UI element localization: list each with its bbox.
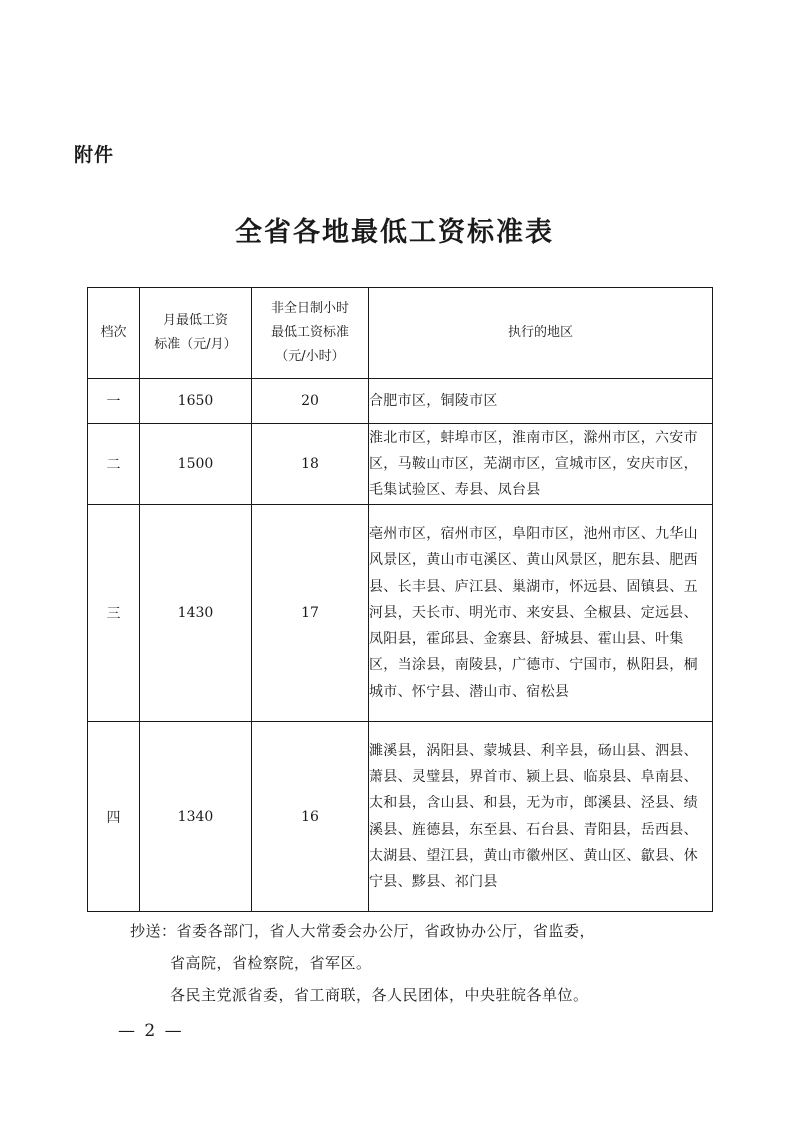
- cell-regions: 亳州市区，宿州市区，阜阳市区，池州市区、九华山风景区，黄山市屯溪区、黄山风景区，肥东县、肥西县、长丰县、庐江县、巢湖市，怀远县、固镇县、五河县，天长市、明光市、来安县、全椒县、定远县、凤阳县，霍邱县、金寨县、舒城县、霍山县、叶集区，当涂县，南陵县，广德市、宁国市，枞阳县，桐城市、怀宁县、潜山市、宿松县: [369, 505, 713, 722]
- cell-regions: 淮北市区，蚌埠市区，淮南市区，滁州市区，六安市区，马鞍山市区，芜湖市区，宣城市区，安庆市区，毛集试验区、寿县、凤台县: [369, 424, 713, 505]
- table-header-row: [88, 288, 713, 379]
- cell-regions: 濉溪县，涡阳县、蒙城县、利辛县，砀山县、泗县、萧县、灵璧县，界首市、颍上县、临泉县、阜南县、太和县，含山县、和县，无为市，郎溪县、泾县、绩溪县、旌德县，东至县、石台县、青阳县，岳西县、太湖县、望江县，黄山市徽州区、黄山区、歙县、休宁县、黟县、祁门县: [369, 722, 713, 912]
- header-monthly-line1: 月最低工资: [162, 313, 228, 328]
- header-monthly: [140, 288, 252, 379]
- cell-monthly-wage: 1430: [140, 505, 252, 722]
- cell-regions: 合肥市区，铜陵市区: [369, 379, 713, 424]
- cell-hourly-wage: 16: [252, 722, 369, 912]
- cell-monthly-wage: 1650: [140, 379, 252, 424]
- page-number: — 2 —: [118, 1021, 184, 1041]
- header-monthly-line2: 标准（元/月）: [154, 337, 237, 352]
- cell-monthly-wage: 1500: [140, 424, 252, 505]
- header-regions: [369, 288, 713, 379]
- cell-hourly-wage: 20: [252, 379, 369, 424]
- header-grade-label: 档次: [100, 325, 127, 340]
- table-row: [88, 379, 713, 424]
- cell-grade: 一: [88, 379, 140, 424]
- header-regions-label: 执行的地区: [507, 325, 573, 340]
- cell-hourly-wage: 17: [252, 505, 369, 722]
- header-hourly-line3: （元/小时）: [275, 349, 345, 364]
- table-row: [88, 505, 713, 722]
- cc-line-2: 省高院，省检察院，省军区。: [170, 954, 372, 972]
- cell-grade: 四: [88, 722, 140, 912]
- header-hourly-line2: 最低工资标准: [270, 325, 349, 340]
- table-row: [88, 722, 713, 912]
- table-row: [88, 424, 713, 505]
- minimum-wage-table: [87, 287, 713, 912]
- attachment-label: 附件: [74, 144, 115, 166]
- cell-grade: 二: [88, 424, 140, 505]
- cc-distribution: [130, 915, 595, 1011]
- cc-line-1: 抄送：省委各部门，省人大常委会办公厅，省政协办公厅，省监委，: [130, 922, 596, 940]
- cell-grade: 三: [88, 505, 140, 722]
- cc-line-3: 各民主党派省委，省工商联，各人民团体，中央驻皖各单位。: [170, 986, 589, 1004]
- header-hourly: [252, 288, 369, 379]
- header-grade: [88, 288, 140, 379]
- document-title: 全省各地最低工资标准表: [235, 217, 554, 248]
- header-hourly-line1: 非全日制小时: [270, 301, 349, 316]
- cell-hourly-wage: 18: [252, 424, 369, 505]
- cell-monthly-wage: 1340: [140, 722, 252, 912]
